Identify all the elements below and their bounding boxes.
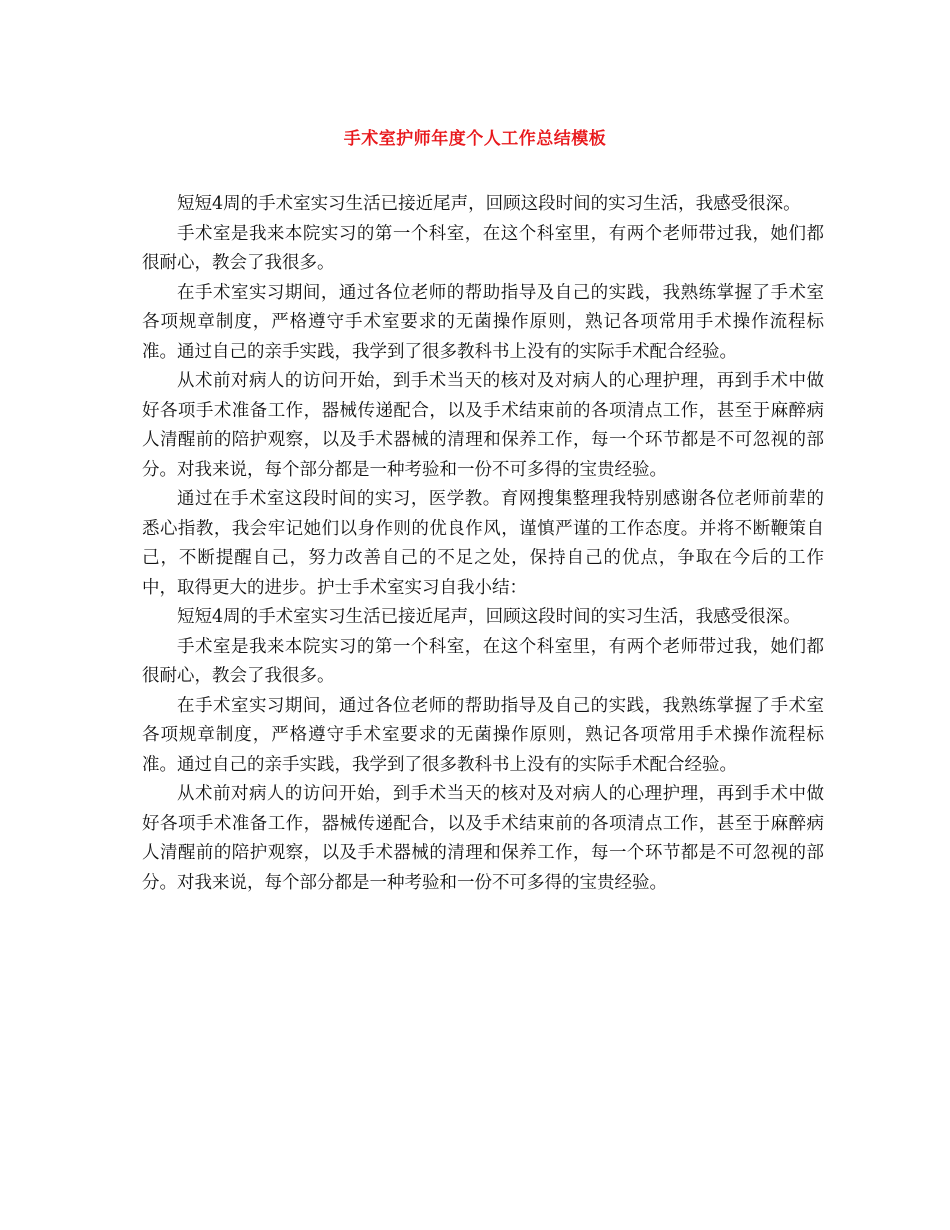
document-body (142, 190, 824, 898)
paragraph: 在手术室实习期间，通过各位老师的帮助指导及自己的实践，我熟练掌握了手术室各项规章制度，严格遵守手术室要求的无菌操作原则，熟记各项常用手术操作流程标准。通过自己的亲手实践，我学到了很多教科书上没有的实际手术配合经验。 (142, 695, 824, 775)
paragraph: 手术室是我来本院实习的第一个科室，在这个科室里，有两个老师带过我，她们都很耐心，教会了我很多。 (142, 636, 824, 686)
paragraph: 在手术室实习期间，通过各位老师的帮助指导及自己的实践，我熟练掌握了手术室各项规章制度，严格遵守手术室要求的无菌操作原则，熟记各项常用手术操作流程标准。通过自己的亲手实践，我学到了很多教科书上没有的实际手术配合经验。 (142, 282, 824, 362)
paragraph: 从术前对病人的访问开始，到手术当天的核对及对病人的心理护理，再到手术中做好各项手术准备工作，器械传递配合，以及手术结束前的各项清点工作，甚至于麻醉病人清醒前的陪护观察，以及手术器械的清理和保养工作，每一个环节都是不可忽视的部分。对我来说，每个部分都是一种考验和一份不可多得的宝贵经验。 (142, 371, 824, 480)
paragraph: 手术室是我来本院实习的第一个科室，在这个科室里，有两个老师带过我，她们都很耐心，教会了我很多。 (142, 223, 824, 273)
document-title: 手术室护师年度个人工作总结模板 (343, 129, 607, 149)
paragraph: 短短4周的手术室实习生活已接近尾声，回顾这段时间的实习生活，我感受很深。 (177, 607, 801, 627)
paragraph: 短短4周的手术室实习生活已接近尾声，回顾这段时间的实习生活，我感受很深。 (177, 194, 801, 214)
paragraph: 从术前对病人的访问开始，到手术当天的核对及对病人的心理护理，再到手术中做好各项手术准备工作，器械传递配合，以及手术结束前的各项清点工作，甚至于麻醉病人清醒前的陪护观察，以及手术器械的清理和保养工作，每一个环节都是不可忽视的部分。对我来说，每个部分都是一种考验和一份不可多得的宝贵经验。 (142, 784, 824, 893)
paragraph: 通过在手术室这段时间的实习，医学教。育网搜集整理我特别感谢各位老师前辈的悉心指教，我会牢记她们以身作则的优良作风，谨慎严谨的工作态度。并将不断鞭策自己，不断提醒自己，努力改善自己的不足之处，保持自己的优点，争取在今后的工作中，取得更大的进步。护士手术室实习自我小结： (142, 489, 824, 598)
